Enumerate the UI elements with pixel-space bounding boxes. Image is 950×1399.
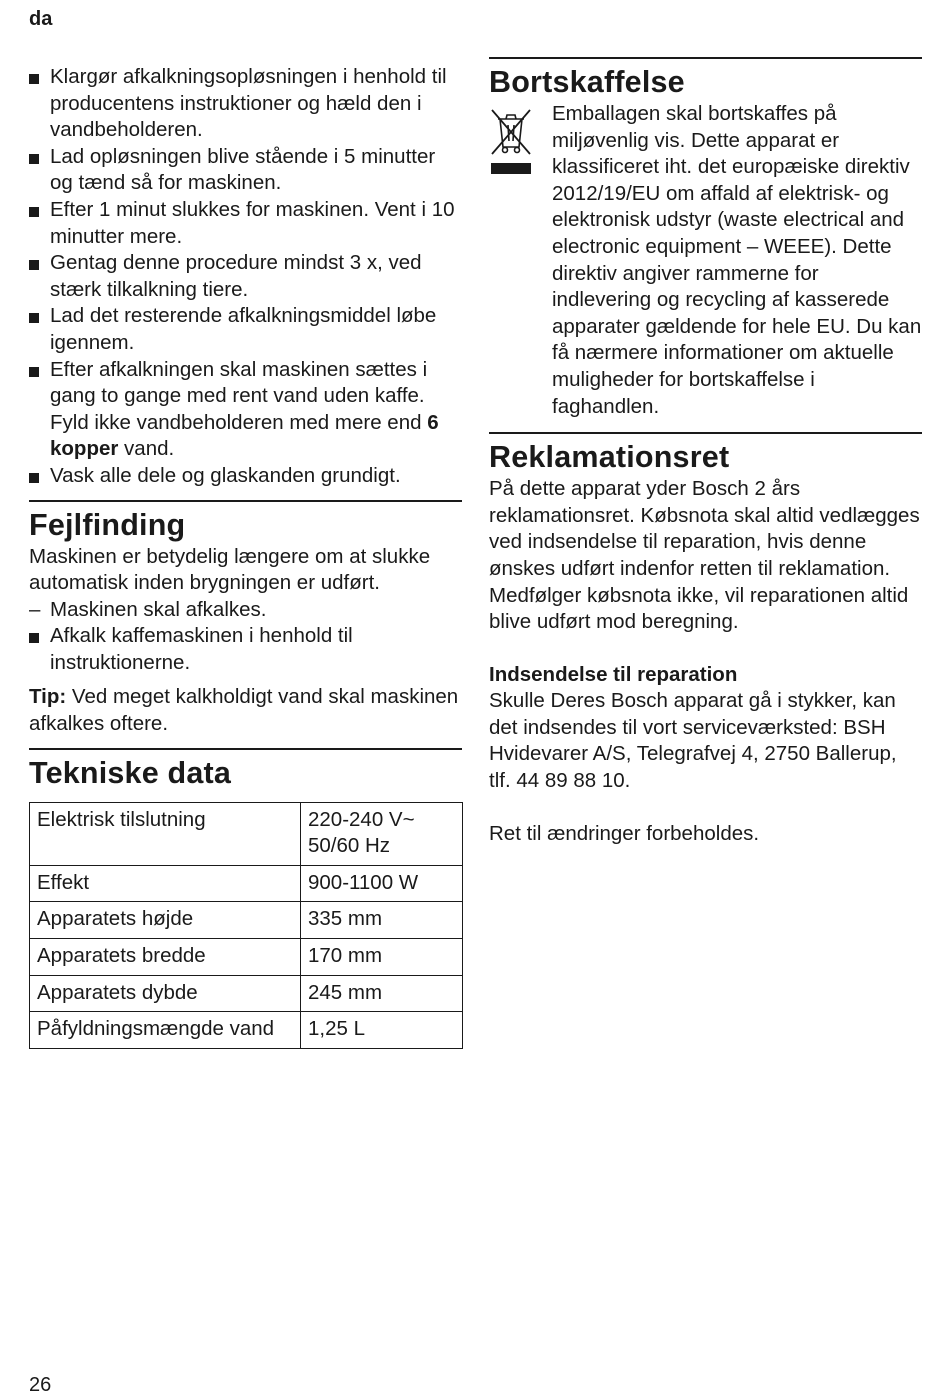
left-column: [29, 57, 462, 1049]
language-code: da: [29, 8, 53, 30]
reservation-text: Ret til ændringer forbeholdes.: [489, 821, 760, 845]
bullet-square-icon: [29, 367, 39, 377]
bullet-square-icon: [29, 260, 39, 270]
list-item: Lad det resterende afkalkningsmiddel løbe igennem.: [29, 303, 462, 356]
warranty-text: På dette apparat yder Bosch 2 års reklamationsret. Købsnota skal altid vedlægges ved indsendelse til reparation, hvis denne ønskes udført indenfor retten til reklamation. Medfølger købsnota ikke, vil reparationen altid blive udført mod beregning.: [489, 477, 920, 634]
table-row: Apparatets bredde 170 mm: [30, 939, 463, 976]
technical-data-table: [29, 802, 463, 1049]
table-row: Apparatets højde 335 mm: [30, 902, 463, 939]
list-item: Gentag denne procedure mindst 3 x, ved stærk tilkalkning tiere.: [29, 250, 462, 303]
problem-text: Maskinen er betydelig længere om at slukke automatisk inden brygningen er udført.: [29, 544, 431, 595]
weee-crossed-bin-icon: [489, 107, 533, 179]
descaling-steps: [29, 64, 462, 490]
list-item: Klargør afkalkningsopløsningen i henhold til producentens instruktioner og hæld den i vandbeholderen.: [29, 64, 462, 144]
bullet-square-icon: [29, 74, 39, 84]
list-item: Efter afkalkningen skal maskinen sættes i gang to gange med rent vand uden kaffe. Fyld ikke vandbeholderen med mere end 6 kopper vand.: [29, 357, 462, 463]
cause-item: – Maskinen skal afkalkes.: [29, 597, 462, 624]
section-divider: [29, 500, 462, 502]
remedy-item: Afkalk kaffemaskinen i henhold til instruktionerne.: [29, 623, 462, 676]
table-row: Apparatets dybde 245 mm: [30, 975, 463, 1012]
section-divider: [29, 748, 462, 750]
disposal-title: Bortskaffelse: [489, 65, 685, 99]
table-row: Effekt 900-1100 W: [30, 865, 463, 902]
repair-text: Skulle Deres Bosch apparat gå i stykker, kan det indsendes til vort serviceværksted: BSH Hvidevarer A/S, Telegrafvej 4, 2750 Ballerup, tlf. 44 89 88 10.: [489, 689, 897, 793]
technical-data-title: Tekniske data: [29, 755, 232, 790]
repair-heading: Indsendelse til reparation: [489, 662, 738, 686]
tip-text: Tip: Ved meget kalkholdigt vand skal maskinen afkalkes oftere.: [29, 685, 459, 736]
table-row: Påfyldningsmængde vand 1,25 L: [30, 1012, 463, 1049]
troubleshooting-title: Fejlfinding: [29, 507, 186, 542]
list-item: Lad opløsningen blive stående i 5 minutter og tænd så for maskinen.: [29, 144, 462, 197]
list-item: Vask alle dele og glaskanden grundigt.: [29, 463, 462, 490]
right-column: [489, 57, 922, 847]
dash-icon: –: [29, 597, 41, 621]
disposal-text: Emballagen skal bortskaffes på miljøvenlig vis. Dette apparat er klassificeret iht. det europæiske direktiv 2012/19/EU om affald af elektrisk- og elektronisk udstyr (waste electrical and electronic equipment – WEEE). Dette direktiv angiver rammerne for indlevering og recycling af kasserede apparater gældende for hele EU. Du kan få nærmere informationer om aktuelle muligheder for bortskaffelse i faghandlen.: [552, 102, 922, 418]
bullet-square-icon: [29, 154, 39, 164]
list-item: Efter 1 minut slukkes for maskinen. Vent i 10 minutter mere.: [29, 197, 462, 250]
disposal-block: [489, 101, 922, 420]
bullet-square-icon: [29, 207, 39, 217]
bullet-square-icon: [29, 473, 39, 483]
bullet-square-icon: [29, 313, 39, 323]
table-row: Elektrisk tilslutning 220-240 V~ 50/60 Hz: [30, 802, 463, 865]
page-number: 26: [29, 1374, 52, 1396]
section-divider: [489, 432, 922, 434]
section-divider: [489, 57, 922, 59]
bullet-square-icon: [29, 633, 39, 643]
warranty-title: Reklamationsret: [489, 440, 730, 475]
